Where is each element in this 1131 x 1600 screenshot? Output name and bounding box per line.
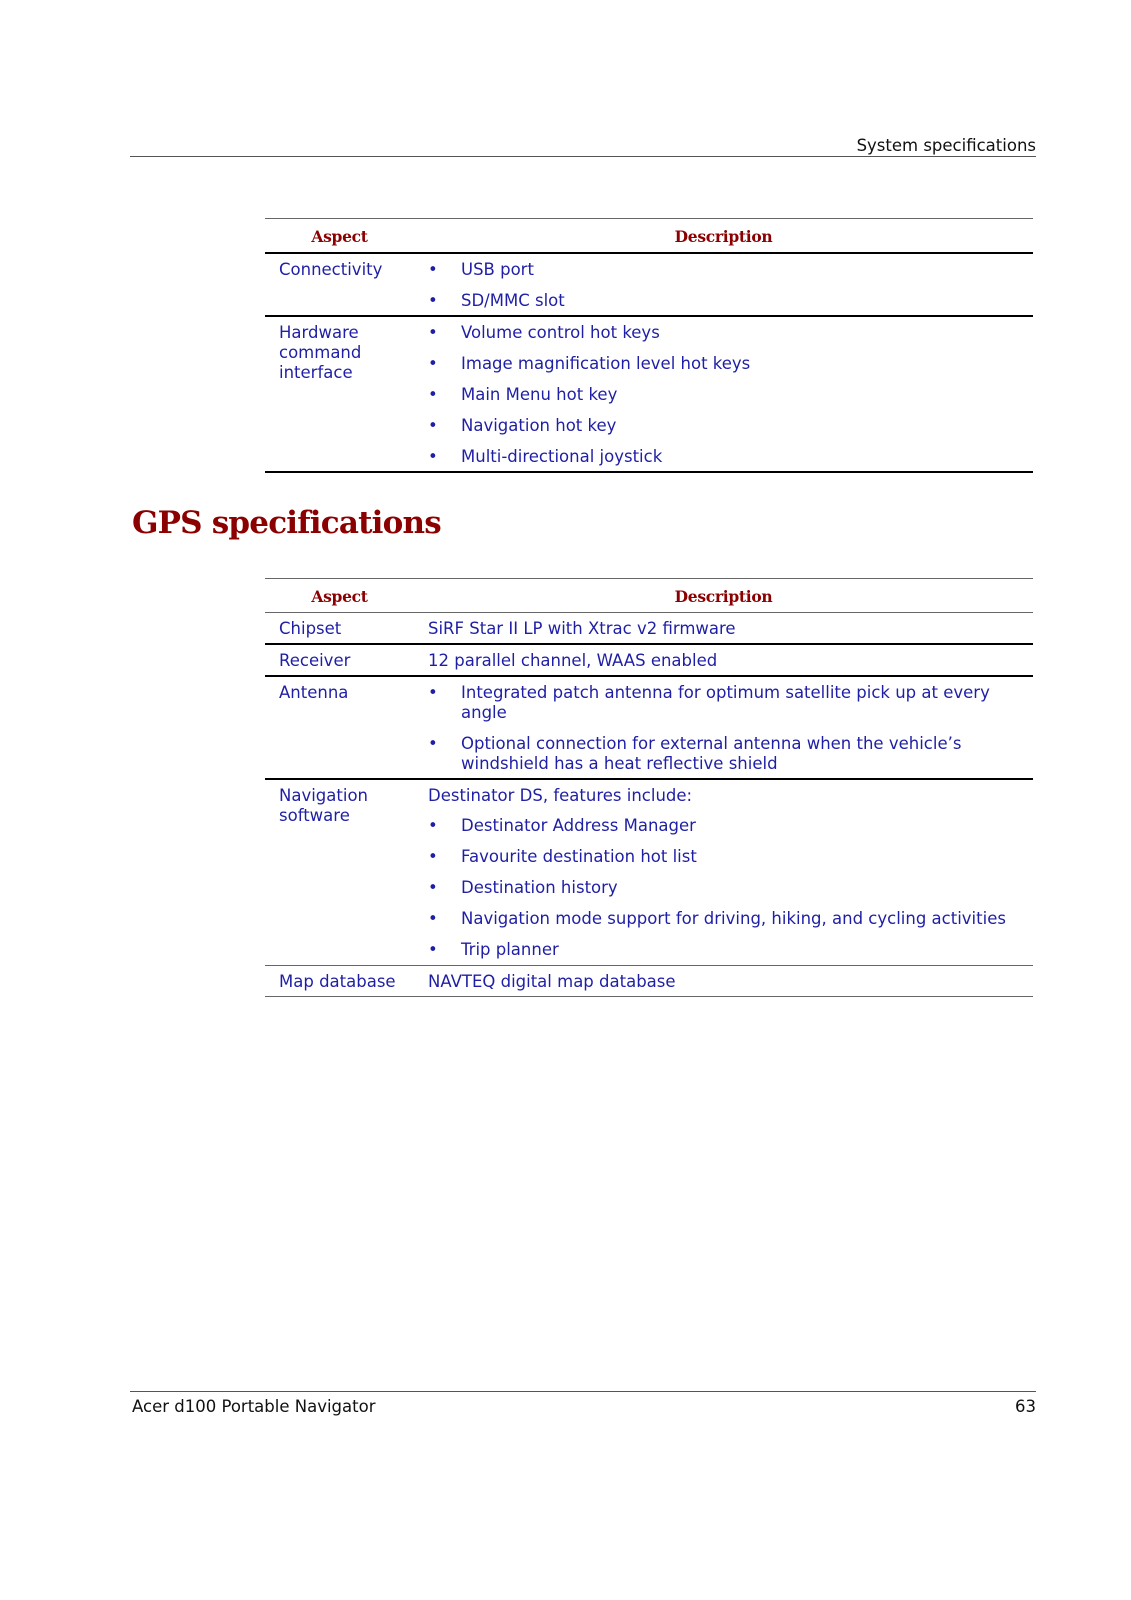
list-item: • Navigation mode support for driving, hiking, and cycling activities bbox=[428, 909, 1033, 929]
aspect-cell: Connectivity bbox=[265, 253, 414, 316]
aspect-column-header: Aspect bbox=[265, 579, 414, 613]
table-row bbox=[265, 644, 1033, 676]
list-item: • Destination history bbox=[428, 878, 1033, 898]
description-cell: NAVTEQ digital map database bbox=[414, 966, 1033, 997]
bullet-list bbox=[428, 683, 993, 774]
description-intro: Destinator DS, features include: bbox=[428, 786, 693, 805]
list-item: • Favourite destination hot list bbox=[428, 847, 1033, 867]
list-item: • SD/MMC slot bbox=[428, 291, 1033, 311]
aspect-column-header: Aspect bbox=[265, 219, 414, 254]
list-item: • Navigation hot key bbox=[428, 416, 1033, 436]
bullet-list bbox=[428, 260, 1033, 311]
table-row bbox=[265, 316, 1033, 472]
list-item: • Multi-directional joystick bbox=[428, 447, 1033, 467]
list-item: • Optional connection for external antenna when the vehicle’s windshield has a heat reflective shield bbox=[428, 734, 993, 774]
page-number: 63 bbox=[1015, 1397, 1036, 1416]
footer-document-title: Acer d100 Portable Navigator bbox=[132, 1397, 376, 1416]
gps-spec-table bbox=[265, 578, 1033, 997]
table-row bbox=[265, 966, 1033, 997]
aspect-cell: Antenna bbox=[265, 676, 414, 779]
table-row bbox=[265, 253, 1033, 316]
bullet-list bbox=[428, 816, 1033, 960]
running-header: System specifications bbox=[856, 136, 1036, 155]
description-cell: SiRF Star II LP with Xtrac v2 firmware bbox=[414, 613, 1033, 645]
aspect-cell: Navigation software bbox=[279, 786, 368, 825]
aspect-cell: Hardware command interface bbox=[265, 316, 414, 472]
aspect-cell: Chipset bbox=[265, 613, 414, 645]
description-column-header: Description bbox=[414, 219, 1033, 254]
section-title: GPS specifications bbox=[132, 505, 441, 541]
aspect-cell: Map database bbox=[265, 966, 414, 997]
description-cell bbox=[414, 253, 1033, 316]
bullet-list bbox=[428, 323, 1033, 467]
table-header-row bbox=[265, 219, 1033, 254]
list-item: • Integrated patch antenna for optimum satellite pick up at every angle bbox=[428, 683, 993, 723]
description-cell bbox=[414, 779, 1033, 966]
description-cell bbox=[414, 676, 1033, 779]
list-item: • Trip planner bbox=[428, 940, 1033, 960]
table-header-row bbox=[265, 579, 1033, 613]
table-row bbox=[265, 613, 1033, 645]
system-spec-table bbox=[265, 218, 1033, 473]
list-item: • Destinator Address Manager bbox=[428, 816, 1033, 836]
list-item: • Volume control hot keys bbox=[428, 323, 1033, 343]
aspect-cell: Receiver bbox=[265, 644, 414, 676]
header-rule bbox=[130, 156, 1036, 157]
table-row bbox=[265, 779, 1033, 966]
list-item: • Image magnification level hot keys bbox=[428, 354, 1033, 374]
description-column-header: Description bbox=[414, 579, 1033, 613]
list-item: • USB port bbox=[428, 260, 1033, 280]
footer-rule bbox=[130, 1391, 1036, 1392]
table-row bbox=[265, 676, 1033, 779]
description-cell bbox=[414, 316, 1033, 472]
list-item: • Main Menu hot key bbox=[428, 385, 1033, 405]
description-cell: 12 parallel channel, WAAS enabled bbox=[414, 644, 1033, 676]
